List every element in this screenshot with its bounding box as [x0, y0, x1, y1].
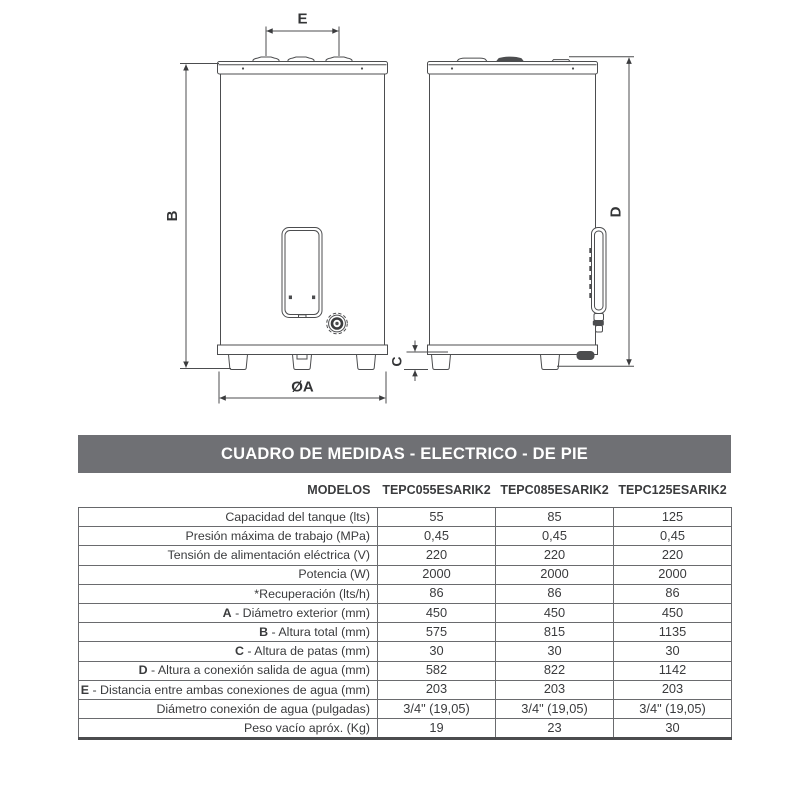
- row-value: 3/4" (19,05): [378, 699, 496, 718]
- foot: [229, 355, 248, 370]
- row-value: 582: [378, 661, 496, 680]
- panel-screw: [312, 296, 315, 300]
- row-value: 86: [496, 584, 614, 603]
- row-value: 450: [614, 603, 732, 622]
- row-value: 55: [378, 508, 496, 527]
- table-row: [79, 623, 732, 642]
- row-value: 220: [614, 546, 732, 565]
- row-value: 203: [496, 680, 614, 699]
- dimension-label-c: C: [388, 356, 405, 367]
- row-label: Presión máxima de trabajo (MPa): [79, 527, 378, 546]
- row-value: 3/4" (19,05): [614, 699, 732, 718]
- lid-screw: [451, 67, 453, 69]
- tank-lid: [428, 62, 598, 75]
- row-value: 450: [378, 603, 496, 622]
- row-value: 85: [496, 508, 614, 527]
- row-value: 1142: [614, 661, 732, 680]
- row-value: 203: [614, 680, 732, 699]
- pipe-connection: [496, 57, 524, 62]
- row-label: Potencia (W): [79, 565, 378, 584]
- row-label: B - Altura total (mm): [79, 623, 378, 642]
- spec-table: [78, 435, 731, 740]
- row-value: 450: [496, 603, 614, 622]
- front-view: [218, 57, 388, 370]
- row-value: 220: [378, 546, 496, 565]
- row-value: 19: [378, 719, 496, 739]
- table-row: [79, 527, 732, 546]
- table-row: [79, 584, 732, 603]
- row-label: A - Diámetro exterior (mm): [79, 603, 378, 622]
- table-row: [79, 565, 732, 584]
- row-value: 30: [614, 642, 732, 661]
- measurements-table: [78, 473, 732, 740]
- panel-screw: [289, 296, 292, 300]
- models-header-row: [79, 473, 732, 508]
- table-row: [79, 719, 732, 739]
- table-row: [79, 699, 732, 718]
- dimension-label-d: D: [607, 206, 625, 218]
- panel-notch: [299, 315, 307, 318]
- lid-screw: [361, 67, 363, 69]
- table-row: [79, 508, 732, 527]
- model-name: TEPC085ESARIK2: [496, 473, 614, 508]
- dimension-label-a: ØA: [291, 378, 314, 396]
- row-value: 125: [614, 508, 732, 527]
- table-row: [79, 603, 732, 622]
- row-value: 2000: [378, 565, 496, 584]
- tank-base: [428, 345, 598, 355]
- row-value: 822: [496, 661, 614, 680]
- row-value: 30: [496, 642, 614, 661]
- foot: [357, 355, 376, 370]
- models-header-label: MODELOS: [79, 473, 378, 508]
- row-label: Diámetro conexión de agua (pulgadas): [79, 699, 378, 718]
- row-value: 2000: [496, 565, 614, 584]
- row-label: D - Altura a conexión salida de agua (mm): [79, 661, 378, 680]
- dimension-label-e: E: [297, 10, 308, 28]
- dimension-label-b: B: [164, 210, 181, 222]
- tank-body: [430, 74, 596, 345]
- row-value: 815: [496, 623, 614, 642]
- row-label: Peso vacío apróx. (Kg): [79, 719, 378, 739]
- side-view: [428, 57, 607, 370]
- row-value: 86: [378, 584, 496, 603]
- water-outlet: [594, 314, 604, 321]
- table-row: [79, 680, 732, 699]
- thermostat-knob: [327, 313, 348, 334]
- model-name: TEPC125ESARIK2: [614, 473, 732, 508]
- row-value: 30: [378, 642, 496, 661]
- row-label: Capacidad del tanque (lts): [79, 508, 378, 527]
- table-row: [79, 642, 732, 661]
- model-name: TEPC055ESARIK2: [378, 473, 496, 508]
- row-value: 220: [496, 546, 614, 565]
- row-label: *Recuperación (lts/h): [79, 584, 378, 603]
- row-value: 23: [496, 719, 614, 739]
- row-value: 0,45: [378, 527, 496, 546]
- row-value: 1135: [614, 623, 732, 642]
- table-row: [79, 546, 732, 565]
- row-value: 30: [614, 719, 732, 739]
- row-label: C - Altura de patas (mm): [79, 642, 378, 661]
- drain-tab: [297, 355, 307, 360]
- row-value: 0,45: [614, 527, 732, 546]
- row-value: 2000: [614, 565, 732, 584]
- table-row: [79, 661, 732, 680]
- lid-screw: [242, 67, 244, 69]
- tank-base: [218, 345, 388, 355]
- row-value: 0,45: [496, 527, 614, 546]
- pipe-connection: [457, 58, 487, 61]
- row-label: E - Distancia entre ambas conexiones de agua (mm): [79, 680, 378, 699]
- row-label: Tensión de alimentación eléctrica (V): [79, 546, 378, 565]
- foot: [432, 355, 451, 370]
- rear-foot: [577, 351, 595, 360]
- row-value: 203: [378, 680, 496, 699]
- row-value: 3/4" (19,05): [496, 699, 614, 718]
- lid-screw: [572, 67, 574, 69]
- row-value: 86: [614, 584, 732, 603]
- table-title: CUADRO DE MEDIDAS - ELECTRICO - DE PIE: [78, 435, 731, 473]
- foot: [541, 355, 560, 370]
- row-value: 575: [378, 623, 496, 642]
